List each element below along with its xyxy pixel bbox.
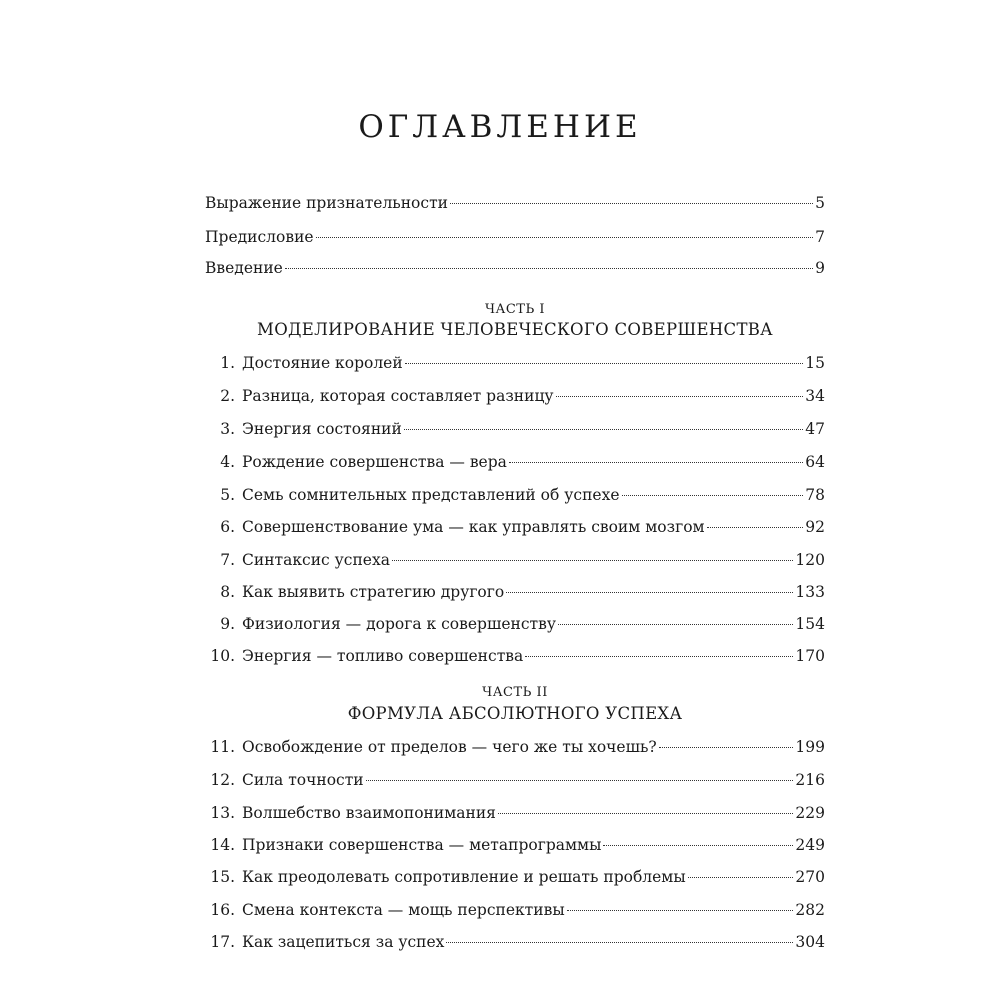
chapter-number: 15. — [210, 868, 235, 886]
toc-chapter[interactable] — [205, 518, 825, 536]
dot-leader — [392, 560, 793, 561]
toc-chapter[interactable] — [205, 647, 825, 665]
chapter-title: Как преодолевать сопротивление и решать проблемы — [242, 868, 686, 886]
dot-leader — [603, 845, 793, 846]
dot-leader — [506, 592, 793, 593]
toc-chapter[interactable] — [205, 868, 825, 886]
toc-chapter[interactable] — [205, 551, 825, 569]
part-2-label: ЧАСТЬ II — [482, 685, 548, 700]
chapter-title: Как зацепиться за успех — [242, 933, 445, 951]
toc-chapter[interactable] — [205, 420, 825, 438]
chapter-page: 78 — [805, 486, 825, 504]
dot-leader — [622, 495, 804, 496]
chapter-page: 229 — [795, 804, 825, 822]
chapter-page: 270 — [795, 868, 825, 886]
toc-chapter[interactable] — [205, 738, 825, 756]
toc-chapter[interactable] — [205, 354, 825, 372]
chapter-title: Совершенствование ума — как управлять своим мозгом — [242, 518, 705, 536]
toc-chapter[interactable] — [205, 901, 825, 919]
dot-leader — [558, 624, 793, 625]
entry-title: Выражение признательности — [205, 194, 448, 212]
dot-leader — [525, 656, 793, 657]
chapter-page: 64 — [805, 453, 825, 471]
toc-chapter[interactable] — [205, 583, 825, 601]
dot-leader — [366, 780, 794, 781]
part-1-label: ЧАСТЬ I — [484, 302, 546, 317]
chapter-page: 47 — [805, 420, 825, 438]
toc-chapter[interactable] — [205, 771, 825, 789]
chapter-number: 4. — [220, 453, 235, 471]
toc-chapter[interactable] — [205, 615, 825, 633]
dot-leader — [446, 942, 793, 943]
dot-leader — [509, 462, 803, 463]
chapter-number: 10. — [210, 647, 235, 665]
dot-leader — [707, 527, 804, 528]
entry-title: Предисловие — [205, 228, 314, 246]
toc-entry[interactable] — [205, 194, 825, 212]
toc-chapter[interactable] — [205, 453, 825, 471]
part-1-heading: МОДЕЛИРОВАНИЕ ЧЕЛОВЕЧЕСКОГО СОВЕРШЕНСТВА — [257, 320, 773, 339]
dot-leader — [659, 747, 794, 748]
chapter-number: 3. — [220, 420, 235, 438]
toc-chapter[interactable] — [205, 804, 825, 822]
chapter-number: 12. — [210, 771, 235, 789]
chapter-title: Энергия состояний — [242, 420, 402, 438]
chapter-page: 154 — [795, 615, 825, 633]
dot-leader — [285, 268, 813, 269]
chapter-title: Признаки совершенства — метапрограммы — [242, 836, 602, 854]
chapter-page: 199 — [795, 738, 825, 756]
toc-entry[interactable] — [205, 228, 825, 246]
chapter-page: 92 — [805, 518, 825, 536]
chapter-page: 120 — [795, 551, 825, 569]
dot-leader — [316, 237, 814, 238]
chapter-number: 2. — [220, 387, 235, 405]
dot-leader — [567, 910, 794, 911]
chapter-number: 14. — [210, 836, 235, 854]
toc-chapter[interactable] — [205, 836, 825, 854]
page-title: ОГЛАВЛЕНИЕ — [358, 108, 642, 145]
chapter-title: Семь сомнительных представлений об успехе — [242, 486, 620, 504]
entry-page: 5 — [815, 194, 825, 212]
part-2-heading: ФОРМУЛА АБСОЛЮТНОГО УСПЕХА — [347, 704, 683, 723]
chapter-page: 216 — [795, 771, 825, 789]
chapter-title: Физиология — дорога к совершенству — [242, 615, 556, 633]
toc-chapter[interactable] — [205, 933, 825, 951]
chapter-page: 34 — [805, 387, 825, 405]
toc-chapter[interactable] — [205, 486, 825, 504]
dot-leader — [404, 429, 803, 430]
chapter-number: 16. — [210, 901, 235, 919]
chapter-title: Синтаксис успеха — [242, 551, 390, 569]
entry-page: 7 — [815, 228, 825, 246]
chapter-title: Достояние королей — [242, 354, 403, 372]
dot-leader — [405, 363, 804, 364]
chapter-number: 17. — [210, 933, 235, 951]
chapter-page: 170 — [795, 647, 825, 665]
chapter-number: 5. — [220, 486, 235, 504]
dot-leader — [450, 203, 813, 204]
chapter-title: Разница, которая составляет разницу — [242, 387, 554, 405]
chapter-number: 11. — [210, 738, 235, 756]
chapter-number: 1. — [220, 354, 235, 372]
dot-leader — [556, 396, 804, 397]
chapter-page: 15 — [805, 354, 825, 372]
toc-chapter[interactable] — [205, 387, 825, 405]
chapter-number: 13. — [210, 804, 235, 822]
entry-page: 9 — [815, 259, 825, 277]
chapter-page: 249 — [795, 836, 825, 854]
entry-title: Введение — [205, 259, 283, 277]
chapter-number: 8. — [220, 583, 235, 601]
chapter-number: 7. — [220, 551, 235, 569]
chapter-page: 133 — [795, 583, 825, 601]
chapter-title: Сила точности — [242, 771, 364, 789]
chapter-title: Энергия — топливо совершенства — [242, 647, 524, 665]
chapter-title: Смена контекста — мощь перспективы — [242, 901, 565, 919]
chapter-title: Освобождение от пределов — чего же ты хочешь? — [242, 738, 657, 756]
chapter-page: 304 — [795, 933, 825, 951]
chapter-title: Волшебство взаимопонимания — [242, 804, 496, 822]
chapter-page: 282 — [795, 901, 825, 919]
chapter-number: 6. — [220, 518, 235, 536]
chapter-title: Рождение совершенства — вера — [242, 453, 507, 471]
chapter-title: Как выявить стратегию другого — [242, 583, 505, 601]
dot-leader — [498, 813, 793, 814]
toc-entry[interactable] — [205, 259, 825, 277]
chapter-number: 9. — [220, 615, 235, 633]
dot-leader — [688, 877, 794, 878]
